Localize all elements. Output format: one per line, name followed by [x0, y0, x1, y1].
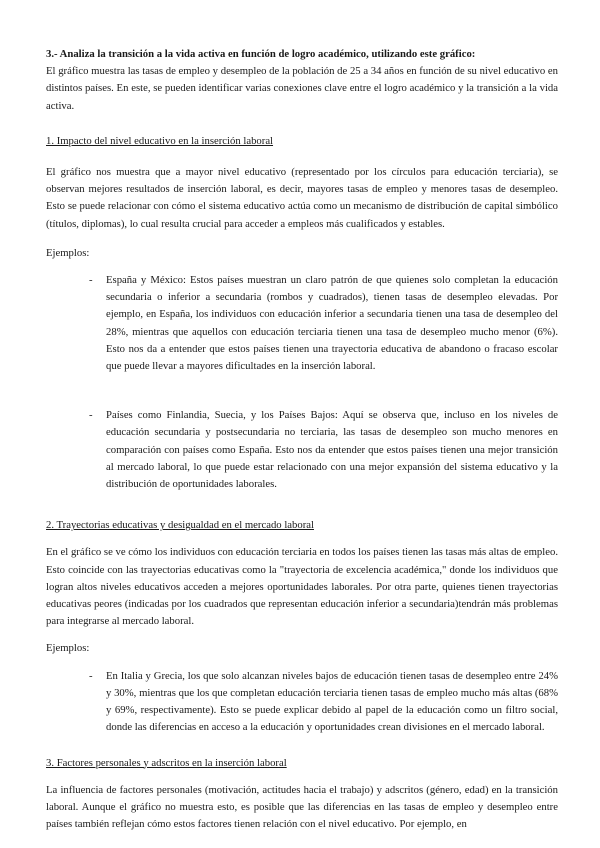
section-3-heading: 3. Factores personales y adscritos en la inserción laboral	[46, 756, 287, 769]
section-2-examples-label: Ejemplos:	[46, 642, 90, 655]
bullet-dash-icon: -	[89, 274, 93, 287]
section-1-examples-label: Ejemplos:	[46, 246, 90, 259]
list-item	[89, 272, 558, 375]
bullet-dash-icon: -	[89, 409, 93, 422]
section-3-body: La influencia de factores personales (motivación, actitudes hacia el trabajo) y adscritos (género, edad) en la transición laboral. Aunque el gráfico no muestra esto, es posible que las diferencias en las tasas de empleo y desempleo entre países también reflejan cómo estos factores tienen relación con el nivel educativo. Por ejemplo, en	[46, 783, 558, 831]
document-page	[46, 46, 558, 833]
list-item-text: En Italia y Grecia, los que solo alcanzan niveles bajos de educación tienen tasas de desempleo entre 24% y 30%, mientras que los que completan educación terciaria tienen tasas de empleo mucho más altas (68% y 69%, respectivamente). Esto se puede explicar debido al papel de la educación como un filtro social, donde las diferencias en acceso a la educación y oportunidades crean divisiones en el mercado laboral.	[106, 669, 558, 734]
section-2-heading: 2. Trayectorias educativas y desigualdad en el mercado laboral	[46, 519, 314, 532]
section-2-body: En el gráfico se ve cómo los individuos con educación terciaria en todos los países tienen las tasas más altas de empleo. Esto coincide con las trayectorias educativas como la "trayectoria de excelencia académica," donde los individuos que logran altos niveles educativos acceden a mejores oportunidades laborales. Por otra parte, quienes tienen trayectorias educativas peores (indicadas por los cuadrados que representan educación inferior a secundaria)tendrán más problemas para integrarse al mercado laboral.	[46, 546, 558, 628]
list-item	[89, 668, 558, 737]
question-title: 3.- Analiza la transición a la vida activa en función de logro académico, utilizando este gráfico:	[46, 48, 476, 60]
list-item	[89, 407, 558, 493]
list-item-text: Países como Finlandia, Suecia, y los Países Bajos: Aquí se observa que, incluso en los niveles de educación secundaria y postsecundaria no terciaria, las tasas de desempleo son mucho menores en comparación con países como España. Esto nos da entender que estos países tienen una mejor transición al mercado laboral, lo que puede estar relacionado con una mejor expansión del sistema educativo y la distribución de oportunidades laborales.	[106, 409, 558, 491]
bullet-dash-icon: -	[89, 669, 93, 682]
intro-paragraph: El gráfico muestra las tasas de empleo y desempleo de la población de 25 a 34 años en función de su nivel educativo en distintos países. En este, se pueden identificar varias conexiones clave entre el logro académico y la transición a la vida activa.	[46, 65, 558, 112]
section-1-body: El gráfico nos muestra que a mayor nivel educativo (representado por los círculos para educación terciaria), se observan mejores resultados de inserción laboral, es decir, mayores tasas de empleo y menores tasas de desempleo. Esto se puede relacionar con cómo el sistema educativo actúa como un mecanismo de distribución de capital simbólico (títulos, diplomas), lo cual resulta crucial para acceder a empleos más cualificados y estables.	[46, 166, 558, 230]
section-1-heading: 1. Impacto del nivel educativo en la inserción laboral	[46, 134, 274, 147]
list-item-text: España y México: Estos países muestran un claro patrón de que quienes solo completan la educación secundaria o inferior a secundaria (rombos y cuadrados), tienen tasas de desempleo elevadas. Por ejemplo, en España, los individuos con educación inferior a secundaria tienen una tasa de desempleo del 28%, mientras que aquellos con educación terciaria tienen una tasa de desempleo mucho menor (6%). Esto nos da a entender que estos países tienen una trayectoria educativa de abandono o fracaso escolar que puede llevar a mayores dificultades en la inserción laboral.	[106, 274, 558, 373]
